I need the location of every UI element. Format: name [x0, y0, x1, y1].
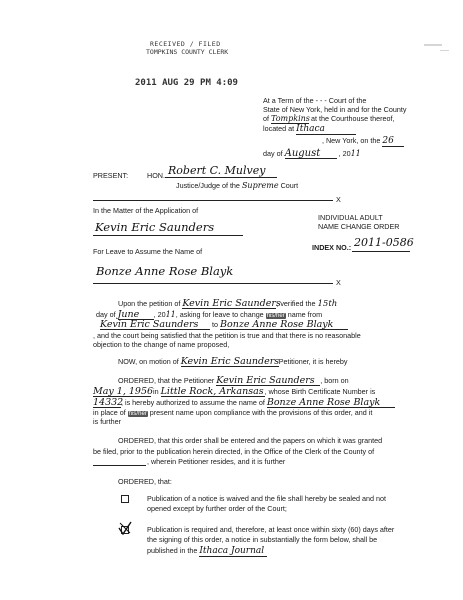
located-label: located at	[263, 124, 295, 133]
court-handwritten: Supreme	[241, 181, 279, 190]
applicant-underline	[93, 235, 243, 236]
opt2-line1: Publication is required and, therefore, at least once within sixty (60) days after	[147, 525, 395, 534]
court-post: Court	[280, 181, 299, 190]
p1-f: name from	[287, 310, 323, 319]
opt1-line1: Publication of a notice is waived and the file shall hereby be sealed and not	[147, 494, 386, 503]
p3-line5: is further	[93, 417, 121, 426]
opt2-line2: the signing of this order, a notice in substantially the form below, shall be	[147, 535, 378, 544]
p4-county-blank	[93, 465, 146, 466]
checkmark-icon	[117, 520, 133, 536]
scan-speck	[440, 50, 449, 51]
term-line: At a Term of the - - - Court of the	[263, 96, 367, 105]
p2-line	[118, 357, 347, 367]
p3-his-her: his/her	[128, 411, 147, 417]
p3-d: , whose Birth Certificate Number is	[264, 387, 376, 396]
year-handwritten: 11	[350, 149, 361, 158]
p3-line1	[118, 376, 349, 386]
p1-line4: , and the court being satisfied that the petition is true and that there is no reasonable	[93, 331, 361, 340]
caption-bottom-x: X	[336, 278, 341, 287]
order-type-2: NAME CHANGE ORDER	[318, 222, 400, 231]
p2-hw: Kevin Eric Saunders	[180, 356, 280, 367]
p2-b: Petitioner, it is hereby	[278, 357, 348, 366]
day-of: day of	[263, 149, 283, 158]
p5-line: ORDERED, that:	[118, 477, 172, 486]
ny-line	[322, 136, 404, 147]
p1-month-hw: June	[118, 310, 154, 320]
p1-a: Upon the petition of	[118, 299, 181, 308]
scan-speck	[424, 44, 442, 46]
filed-stamp	[146, 40, 229, 56]
matter-title: In the Matter of the Application of	[93, 206, 199, 215]
opt1-line2: opened except by further order of the Court;	[147, 504, 287, 513]
date-line	[263, 149, 361, 159]
p1-c: day of	[96, 310, 116, 319]
county-post: at the Courthouse thereof,	[311, 114, 395, 123]
index-label: INDEX NO.:	[312, 243, 352, 252]
p3-e: , is hereby authorized to assume the name of	[121, 398, 265, 407]
for-leave: For Leave to Assume the Name of	[93, 247, 203, 256]
p3-f: in place of	[93, 408, 126, 417]
p1-his-her: his/her	[266, 313, 285, 319]
hon-label: HON.	[147, 171, 165, 180]
p1-year-hw: 11	[165, 310, 176, 319]
p1-to: to	[212, 320, 218, 329]
stamp-county: TOMPKINS COUNTY CLERK	[146, 48, 229, 56]
day-handwritten: 26	[382, 137, 404, 147]
p1-day-hw: 15th	[317, 299, 338, 309]
opt2-line3	[147, 546, 267, 557]
p3-cert-hw: 14332	[93, 397, 124, 408]
p3-c: in	[153, 387, 159, 396]
p3-g: present name upon compliance with the provisions of this order, and it	[149, 408, 373, 417]
p3-a: ORDERED, that the Petitioner	[118, 376, 215, 385]
county-pre: of	[263, 114, 269, 123]
new-name-handwritten: Bonze Anne Rose Blayk	[96, 264, 234, 278]
p3-new-hw: Bonze Anne Rose Blayk	[267, 398, 395, 408]
p1-to-hw: Bonze Anne Rose Blayk	[220, 320, 348, 330]
caption-top-x: X	[336, 195, 341, 204]
p1-b: , verified the	[276, 299, 316, 308]
caption-bottom-rule	[93, 283, 333, 284]
p1-name-hw: Kevin Eric Saunders	[182, 298, 281, 309]
index-underline	[352, 251, 410, 252]
p1-line1	[118, 299, 337, 309]
located-handwritten: Ithaca	[296, 125, 356, 135]
p3-hw: Kevin Eric Saunders	[216, 376, 320, 386]
justice-label: Justice/Judge of the	[176, 181, 240, 190]
opt2-c: published in the	[147, 546, 198, 555]
p1-d: , 20	[153, 310, 166, 319]
index-number-handwritten: 2011-0586	[354, 236, 414, 249]
located-line	[263, 124, 356, 135]
ny-on: , New York, on the	[322, 136, 381, 145]
p3-line3	[93, 398, 395, 408]
p1-line3	[100, 320, 348, 330]
p3-place-hw: Little Rock, Arkansas	[160, 386, 264, 397]
p3-date-hw: May 1, 1956	[93, 386, 154, 397]
caption-top-rule	[93, 200, 333, 201]
county-handwritten: Tompkins	[271, 114, 310, 123]
order-type-1: INDIVIDUAL ADULT	[318, 213, 383, 222]
p4-line3: , wherein Petitioner resides, and it is further	[147, 457, 286, 466]
p3-line4	[93, 408, 372, 419]
p4-line2: be filed, prior to the publication herein directed, in the Office of the Clerk of the County of	[93, 447, 375, 456]
county-line	[263, 114, 395, 124]
p1-from-hw: Kevin Eric Saunders	[100, 320, 210, 330]
month-handwritten: August	[285, 149, 337, 159]
stamp-received: RECEIVED / FILED	[150, 40, 221, 48]
stamp-datetime: 2011 AUG 29 PM 4:09	[135, 78, 238, 88]
p2-a: NOW, on motion of	[118, 357, 179, 366]
state-line: State of New York, held in and for the County	[263, 105, 407, 114]
p4-line1: ORDERED, that this order shall be entered and the papers on which it was granted	[118, 436, 383, 445]
year-prefix: , 20	[338, 149, 351, 158]
p1-e: , asking for leave to change	[175, 310, 264, 319]
judge-handwritten: Robert C. Mulvey	[168, 164, 266, 177]
p3-line2	[93, 387, 375, 397]
justice-line	[176, 181, 298, 190]
option-waive-checkbox[interactable]	[121, 495, 129, 503]
applicant-handwritten: Kevin Eric Saunders	[95, 220, 215, 234]
opt2-paper-hw: Ithaca Journal	[199, 547, 267, 557]
p1-line5: objection to the change of name proposed,	[93, 340, 230, 349]
p3-b: , born on	[320, 376, 349, 385]
judge-underline	[165, 177, 277, 178]
present-label: PRESENT:	[93, 171, 129, 180]
